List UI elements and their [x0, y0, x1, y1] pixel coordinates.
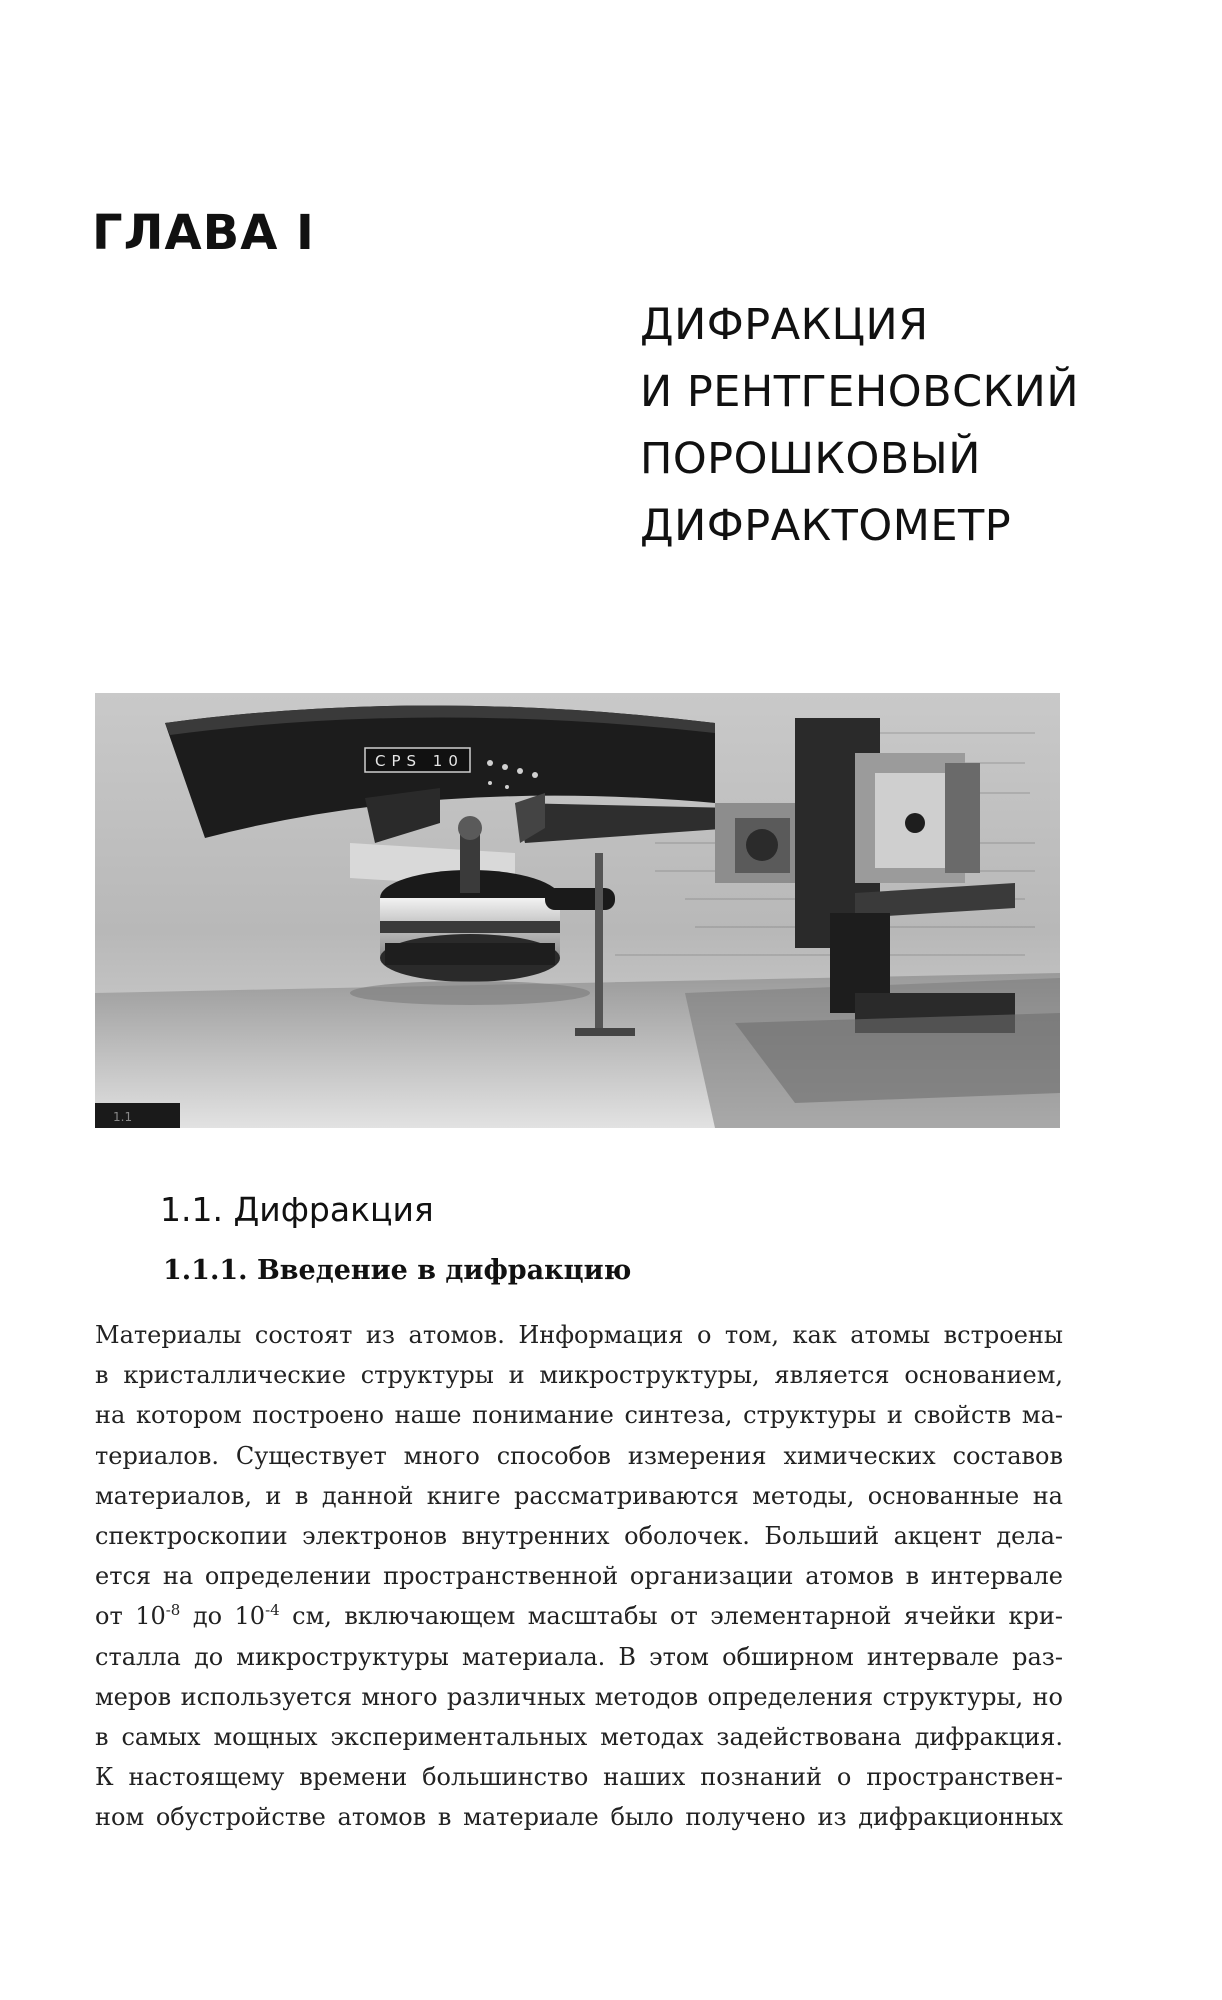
diffractometer-photo: [95, 693, 1060, 1128]
counter-panel-label: CPS 10: [375, 752, 464, 770]
body-line: сталла до микроструктуры материала. В этом обширном интервале раз-: [95, 1642, 1063, 1671]
chapter-label: ГЛАВА I: [92, 205, 315, 261]
body-line: материалов, и в данной книге рассматриваются методы, основанные на: [95, 1481, 1063, 1510]
exponent: -4: [265, 1601, 280, 1620]
chapter-title-line: И РЕНТГЕНОВСКИЙ: [640, 367, 1079, 417]
diffractometer-illustration: [95, 693, 1060, 1128]
body-line: спектроскопии электронов внутренних оболочек. Больший акцент дела-: [95, 1521, 1063, 1550]
chapter-title-line: ДИФРАКЦИЯ: [640, 300, 929, 350]
subsection-heading: 1.1.1. Введение в дифракцию: [163, 1255, 632, 1286]
body-paragraph: [95, 1315, 1063, 1837]
body-line-with-exponents: [95, 1596, 1063, 1636]
section-heading: 1.1. Дифракция: [160, 1190, 434, 1229]
text-fragment: от 10: [95, 1602, 166, 1631]
body-line: меров используется много различных методов определения структуры, но: [95, 1682, 1063, 1711]
body-line: Материалы состоят из атомов. Информация о том, как атомы встроены: [95, 1321, 1063, 1349]
text-fragment: см, включающем масштабы от элементарной ячейки кри-: [279, 1602, 1063, 1631]
body-line: К настоящему времени большинство наших познаний о пространствен-: [95, 1763, 1063, 1792]
body-line: в самых мощных экспериментальных методах задействована дифракция.: [95, 1722, 1063, 1751]
exponent: -8: [165, 1601, 181, 1620]
photo-corner-label: 1.1: [113, 1110, 133, 1124]
body-line: ется на определении пространственной организации атомов в интервале: [95, 1562, 1063, 1591]
body-line: териалов. Существует много способов измерения химических составов: [95, 1441, 1063, 1470]
body-line: на котором построено наше понимание синтеза, структуры и свойств ма-: [95, 1401, 1063, 1430]
chapter-title-line: ПОРОШКОВЫЙ: [640, 434, 981, 484]
chapter-title: [640, 292, 1079, 560]
text-fragment: до 10: [180, 1602, 266, 1631]
body-line: ном обустройстве атомов в материале было получено из дифракционных: [95, 1803, 1063, 1832]
chapter-title-line: ДИФРАКТОМЕТР: [640, 501, 1012, 551]
body-line: в кристаллические структуры и микроструктуры, является основанием,: [95, 1361, 1063, 1390]
